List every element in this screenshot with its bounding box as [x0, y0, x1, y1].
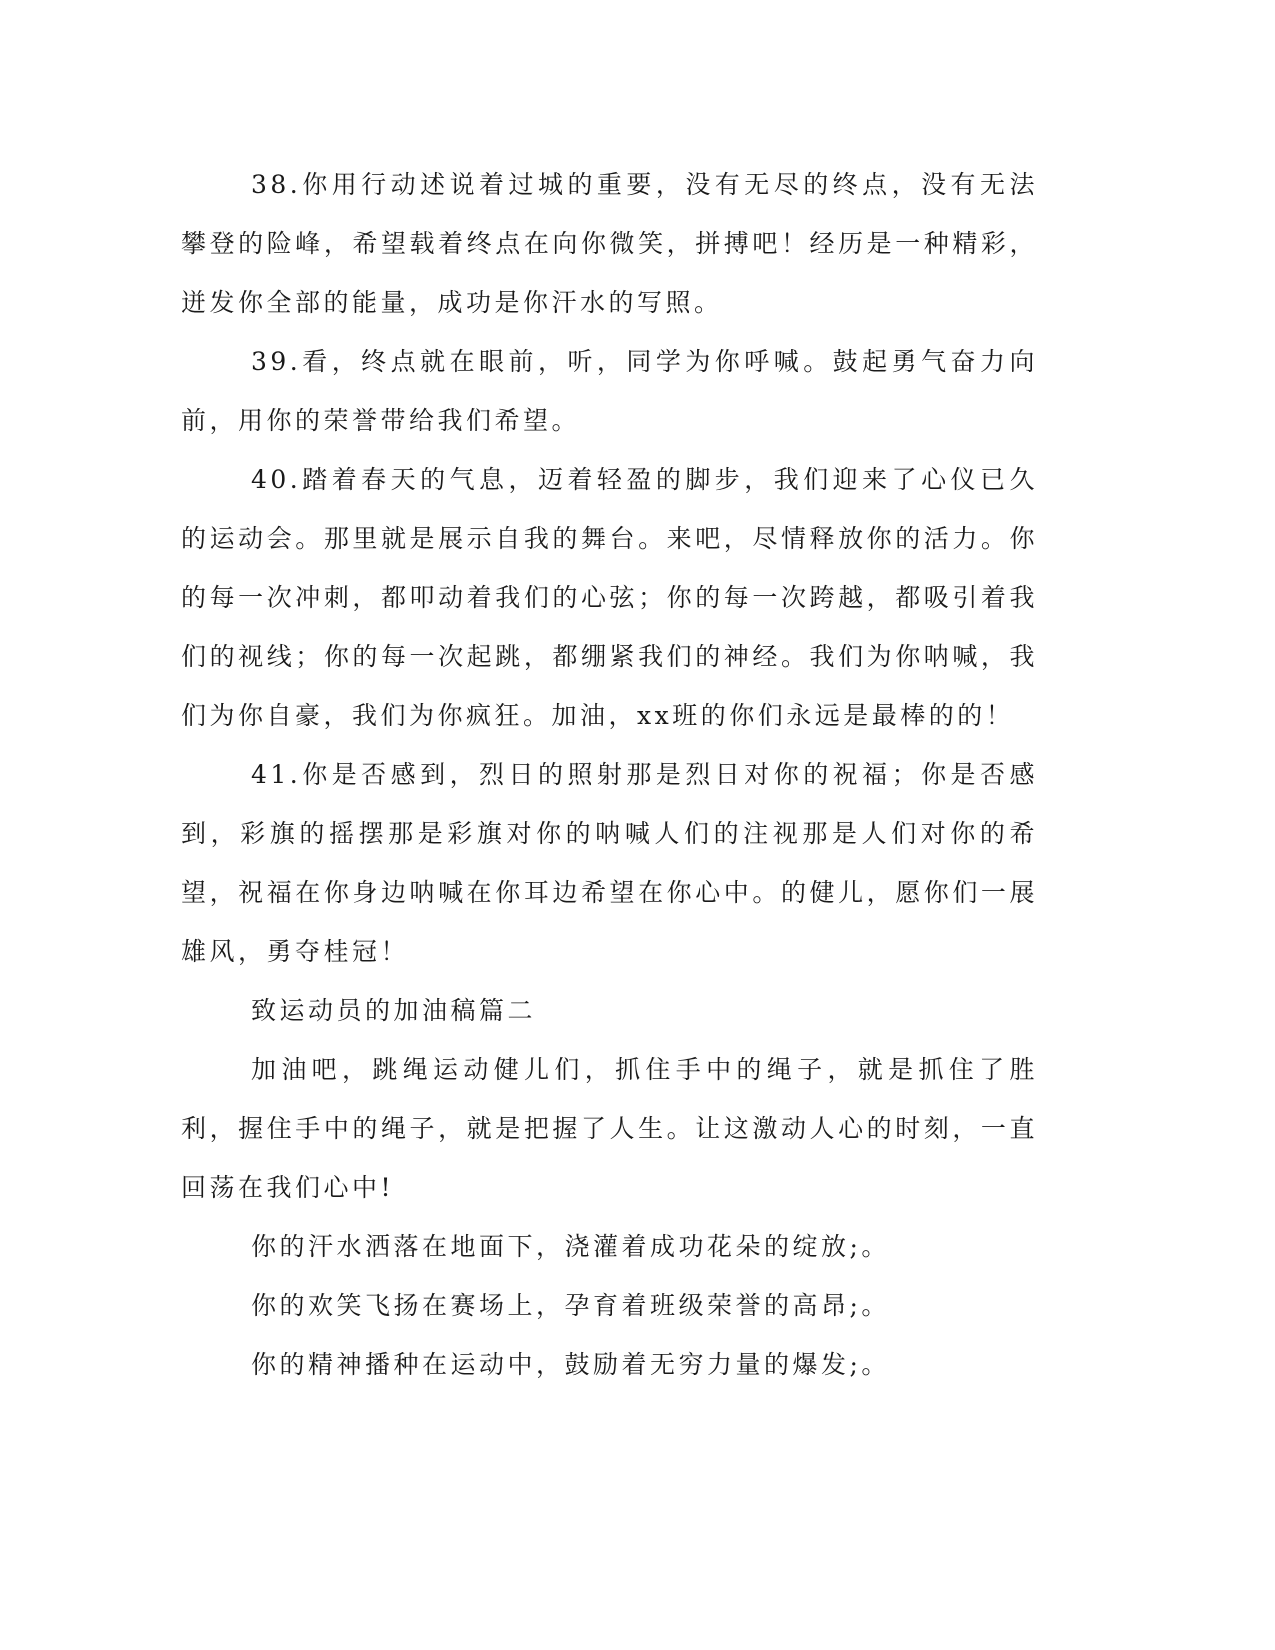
document-body: [181, 155, 1038, 1394]
paragraph-laughter-line: 你的欢笑飞扬在赛场上，孕育着班级荣誉的高昂;。: [251, 1291, 890, 1320]
paragraph-40: 40.踏着春天的气息，迈着轻盈的脚步，我们迎来了心仪已久的运动会。那里就是展示自我的舞台。来吧，尽情释放你的活力。你的每一次冲刺，都叩动着我们的心弦；你的每一次跨越，都吸引着我们的视线；你的每一次起跳，都绷紧我们的神经。我们为你呐喊，我们为你自豪，我们为你疯狂。加油，xx班的你们永远是最棒的的！: [181, 465, 1038, 730]
paragraph-41: 41.你是否感到，烈日的照射那是烈日对你的祝福；你是否感到，彩旗的摇摆那是彩旗对你的呐喊人们的注视那是人们对你的希望，祝福在你身边呐喊在你耳边希望在你心中。的健儿，愿你们一展雄风，勇夺桂冠！: [181, 760, 1038, 966]
paragraph-spirit-line: 你的精神播种在运动中，鼓励着无穷力量的爆发;。: [251, 1350, 890, 1379]
paragraph-38: 38.你用行动述说着过城的重要，没有无尽的终点，没有无法攀登的险峰，希望载着终点在向你微笑，拼搏吧！经历是一种精彩，迸发你全部的能量，成功是你汗水的写照。: [181, 170, 1038, 317]
paragraph-sweat-line: 你的汗水洒落在地面下，浇灌着成功花朵的绽放;。: [251, 1232, 890, 1261]
section-heading: 致运动员的加油稿篇二: [251, 996, 537, 1025]
paragraph-cheer-intro: 加油吧，跳绳运动健儿们，抓住手中的绳子，就是抓住了胜利，握住手中的绳子，就是把握了人生。让这激动人心的时刻，一直回荡在我们心中!: [181, 1055, 1038, 1202]
paragraph-39: 39.看，终点就在眼前，听，同学为你呼喊。鼓起勇气奋力向前，用你的荣誉带给我们希望。: [181, 347, 1038, 435]
